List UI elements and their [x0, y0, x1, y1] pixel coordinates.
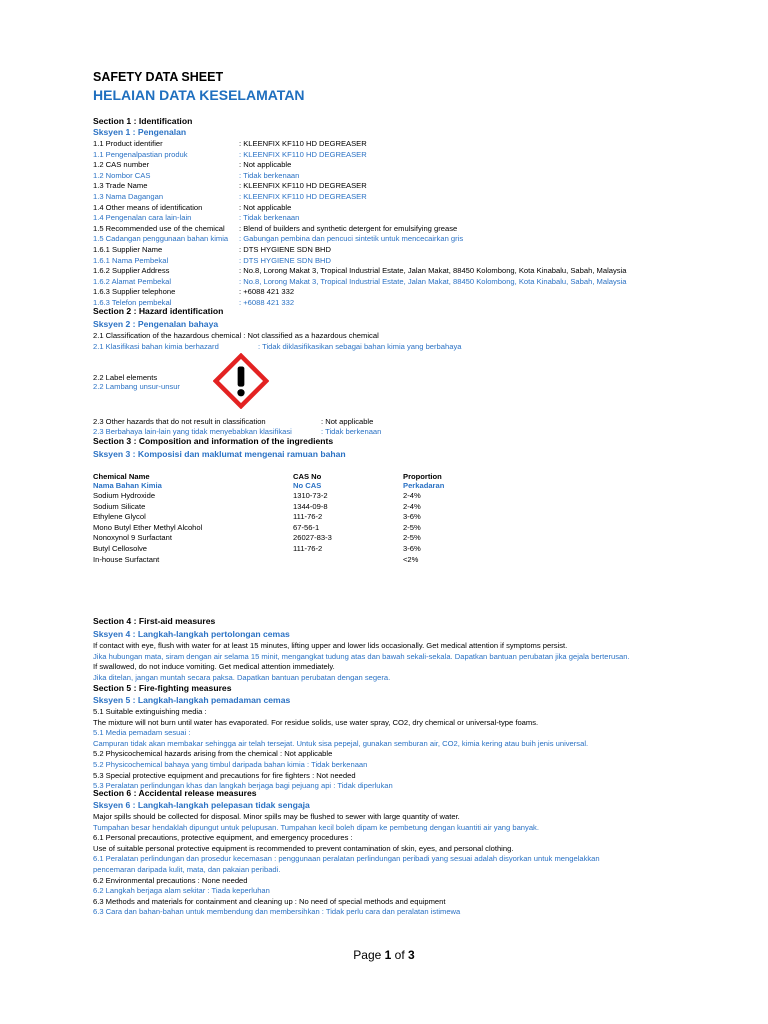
identification-label: 1.4 Pengenalan cara lain-lain	[93, 213, 192, 222]
page-footer	[0, 948, 768, 962]
ingredient-proportion: 3-6%	[403, 544, 421, 553]
identification-label: 1.3 Nama Dagangan	[93, 192, 164, 201]
identification-value: : No.8, Lorong Makat 3, Tropical Industrial Estate, Jalan Makat, 88450 Kolombong, Kota Kinabalu, Sabah, Malaysia	[239, 277, 627, 286]
of-word: of	[394, 948, 405, 962]
section-6-heading: Section 6 : Accidental release measures	[93, 788, 257, 798]
accidental-release-line: 6.3 Methods and materials for containment and cleaning up : No need of special methods and equipment	[93, 897, 446, 906]
label-elements-line: 2.2 Label elements	[93, 373, 158, 382]
classification-malay-value: : Tidak diklasifikasikan sebagai bahan kimia yang berbahaya	[258, 342, 462, 351]
ingredient-cas-no: 1310-73-2	[293, 491, 328, 500]
first-aid-line: If swallowed, do not induce vomiting. Get medical attention immediately.	[93, 662, 335, 671]
other-hazards-label: 2.3 Other hazards that do not result in classification	[93, 417, 266, 426]
fire-fighting-line: 5.2 Physicochemical hazards arising from the chemical : Not applicable	[93, 749, 333, 758]
ingredient-name: In-house Surfactant	[93, 555, 160, 564]
identification-value: : Not applicable	[239, 160, 292, 169]
identification-label: 1.1 Product identifier	[93, 139, 163, 148]
page-word: Page	[353, 948, 382, 962]
ingredient-cas-no: 26027-83-3	[293, 533, 332, 542]
section-1-heading: Section 1 : Identification	[93, 116, 193, 126]
fire-fighting-line: 5.2 Physicochemical bahaya yang timbul daripada bahan kimia : Tidak berkenaan	[93, 760, 368, 769]
identification-label: 1.2 CAS number	[93, 160, 150, 169]
identification-value: : Blend of builders and synthetic detergent for emulsifying grease	[239, 224, 458, 233]
label-elements-malay-line: 2.2 Lambang unsur-unsur	[93, 382, 180, 391]
ghs-exclamation-mark-icon	[213, 353, 269, 409]
col-header-proportion-malay: Perkadaran	[403, 481, 445, 490]
page-number: 1	[384, 948, 392, 962]
ingredient-name: Sodium Silicate	[93, 502, 146, 511]
ingredient-proportion: <2%	[403, 555, 419, 564]
identification-label: 1.2 Nombor CAS	[93, 171, 151, 180]
section-2-heading-malay: Sksyen 2 : Pengenalan bahaya	[93, 319, 219, 329]
identification-value: : DTS HYGIENE SDN BHD	[239, 256, 331, 265]
page-total: 3	[408, 948, 415, 962]
ingredient-cas-no: 1344-09-8	[293, 502, 328, 511]
other-hazards-malay-value: : Tidak berkenaan	[321, 427, 382, 436]
identification-label: 1.6.2 Alamat Pembekal	[93, 277, 172, 286]
identification-value: : KLEENFIX KF110 HD DEGREASER	[239, 150, 367, 159]
fire-fighting-line: The mixture will not burn until water has evaporated. For residue solids, use water spray, CO2, dry chemical or universal-type foams.	[93, 718, 539, 727]
section-3-heading: Section 3 : Composition and information of the ingredients	[93, 436, 334, 446]
identification-value: : KLEENFIX KF110 HD DEGREASER	[239, 192, 367, 201]
fire-fighting-line: Campuran tidak akan membakar sehingga air telah tersejat. Untuk sisa pepejal, gunakan semburan air, CO2, kimia kering atau buih jenis universal.	[93, 739, 589, 748]
ingredient-proportion: 2-4%	[403, 491, 421, 500]
col-header-chemical-name-malay: Nama Bahan Kimia	[93, 481, 162, 490]
section-5-heading-malay: Sksyen 5 : Langkah-langkah pemadaman cemas	[93, 695, 291, 705]
fire-fighting-line: 5.1 Media pemadam sesuai :	[93, 728, 191, 737]
section-4-heading: Section 4 : First-aid measures	[93, 616, 216, 626]
classification-malay-label: 2.1 Klasifikasi bahan kimia berhazard	[93, 342, 219, 351]
col-header-cas-no-malay: No CAS	[293, 481, 322, 490]
first-aid-line: If contact with eye, flush with water for at least 15 minutes, lifting upper and lower lids occasionally. Get medical attention if symptoms persist.	[93, 641, 568, 650]
col-header-proportion: Proportion	[403, 472, 442, 481]
ingredient-name: Ethylene Glycol	[93, 512, 146, 521]
identification-value: : Gabungan pembina dan pencuci sintetik untuk mencecairkan gris	[239, 234, 464, 243]
section-3-heading-malay: Sksyen 3 : Komposisi dan maklumat mengenai ramuan bahan	[93, 449, 346, 459]
identification-label: 1.6.3 Telefon pembekal	[93, 298, 172, 307]
accidental-release-line: 6.2 Langkah berjaga alam sekitar : Tiada keperluhan	[93, 886, 270, 895]
fire-fighting-line: 5.1 Suitable extinguishing media :	[93, 707, 207, 716]
identification-label: 1.6.1 Supplier Name	[93, 245, 163, 254]
identification-value: : Tidak berkenaan	[239, 171, 300, 180]
fire-fighting-line: 5.3 Special protective equipment and precautions for fire fighters : Not needed	[93, 771, 356, 780]
section-1-heading-malay: Sksyen 1 : Pengenalan	[93, 127, 187, 137]
identification-value: : +6088 421 332	[239, 298, 295, 307]
ingredient-proportion: 2-4%	[403, 502, 421, 511]
other-hazards-malay-label: 2.3 Berbahaya lain-lain yang tidak menyebabkan klasifikasi	[93, 427, 292, 436]
section-6-heading-malay: Sksyen 6 : Langkah-langkah pelepasan tidak sengaja	[93, 800, 310, 810]
ingredient-cas-no: 67-56-1	[293, 523, 320, 532]
col-header-chemical-name: Chemical Name	[93, 472, 150, 481]
other-hazards-value: : Not applicable	[321, 417, 374, 426]
identification-value: : +6088 421 332	[239, 287, 295, 296]
identification-value: : KLEENFIX KF110 HD DEGREASER	[239, 181, 367, 190]
document-title-malay: HELAIAN DATA KESELAMATAN	[93, 87, 305, 103]
identification-label: 1.1 Pengenalpastian produk	[93, 150, 188, 159]
section-5-heading: Section 5 : Fire-fighting measures	[93, 683, 232, 693]
first-aid-line: Jika hubungan mata, siram dengan air selama 15 minit, mengangkat tudung atas dan bawah sekali-sekala. Dapatkan bantuan perubatan jika gejala berterusan.	[93, 652, 630, 661]
accidental-release-line: 6.2 Environmental precautions : None needed	[93, 876, 248, 885]
ingredient-proportion: 2-5%	[403, 533, 421, 542]
ingredient-proportion: 2-5%	[403, 523, 421, 532]
ingredient-name: Butyl Cellosolve	[93, 544, 148, 553]
identification-value: : KLEENFIX KF110 HD DEGREASER	[239, 139, 367, 148]
accidental-release-line: 6.1 Personal precautions, protective equipment, and emergency procedures :	[93, 833, 353, 842]
fire-fighting-line: 5.3 Peralatan perlindungan khas dan langkah berjaga bagi pejuang api : Tidak diperlukan	[93, 781, 393, 790]
identification-label: 1.4 Other means of identification	[93, 203, 203, 212]
accidental-release-line: 6.3 Cara dan bahan-bahan untuk membendung dan membersihkan : Tidak perlu cara dan peralatan istimewa	[93, 907, 461, 916]
identification-value: : No.8, Lorong Makat 3, Tropical Industrial Estate, Jalan Makat, 88450 Kolombong, Kota Kinabalu, Sabah, Malaysia	[239, 266, 627, 275]
accidental-release-line: pencemaran daripada kulit, mata, dan pakaian peribadi.	[93, 865, 281, 874]
identification-label: 1.6.2 Supplier Address	[93, 266, 170, 275]
identification-value: : Tidak berkenaan	[239, 213, 300, 222]
ingredient-cas-no: 111-76-2	[293, 512, 323, 521]
accidental-release-line: 6.1 Peralatan perlindungan dan prosedur kecemasan : penggunaan peralatan perlindungan peribadi yang sesuai adalah disyorkan untuk mengelakkan	[93, 854, 600, 863]
first-aid-line: Jika ditelan, jangan muntah secara paksa. Dapatkan bantuan perubatan dengan segera.	[93, 673, 391, 682]
ingredient-name: Mono Butyl Ether Methyl Alcohol	[93, 523, 203, 532]
identification-label: 1.6.3 Supplier telephone	[93, 287, 176, 296]
accidental-release-line: Major spills should be collected for disposal. Minor spills may be flushed to sewer with large quantity of water.	[93, 812, 460, 821]
accidental-release-line: Tumpahan besar hendaklah dipungut untuk pelupusan. Tumpahan kecil boleh dipam ke pembetung dengan kuantiti air yang banyak.	[93, 823, 539, 832]
identification-value: : Not applicable	[239, 203, 292, 212]
identification-label: 1.6.1 Nama Pembekal	[93, 256, 169, 265]
col-header-cas-no: CAS No	[293, 472, 322, 481]
ingredient-proportion: 3-6%	[403, 512, 421, 521]
accidental-release-line: Use of suitable personal protective equipment is recommended to prevent contamination of skin, eyes, and personal clothing.	[93, 844, 514, 853]
identification-label: 1.3 Trade Name	[93, 181, 148, 190]
section-2-heading: Section 2 : Hazard identification	[93, 306, 224, 316]
ingredient-name: Sodium Hydroxide	[93, 491, 156, 500]
classification-line: 2.1 Classification of the hazardous chemical : Not classified as a hazardous chemical	[93, 331, 379, 340]
ingredient-cas-no: 111-76-2	[293, 544, 323, 553]
section-4-heading-malay: Sksyen 4 : Langkah-langkah pertolongan cemas	[93, 629, 290, 639]
identification-value: : DTS HYGIENE SDN BHD	[239, 245, 331, 254]
identification-label: 1.5 Recommended use of the chemical	[93, 224, 225, 233]
document-title: SAFETY DATA SHEET	[93, 70, 224, 84]
identification-label: 1.5 Cadangan penggunaan bahan kimia	[93, 234, 229, 243]
ingredient-name: Nonoxynol 9 Surfactant	[93, 533, 172, 542]
